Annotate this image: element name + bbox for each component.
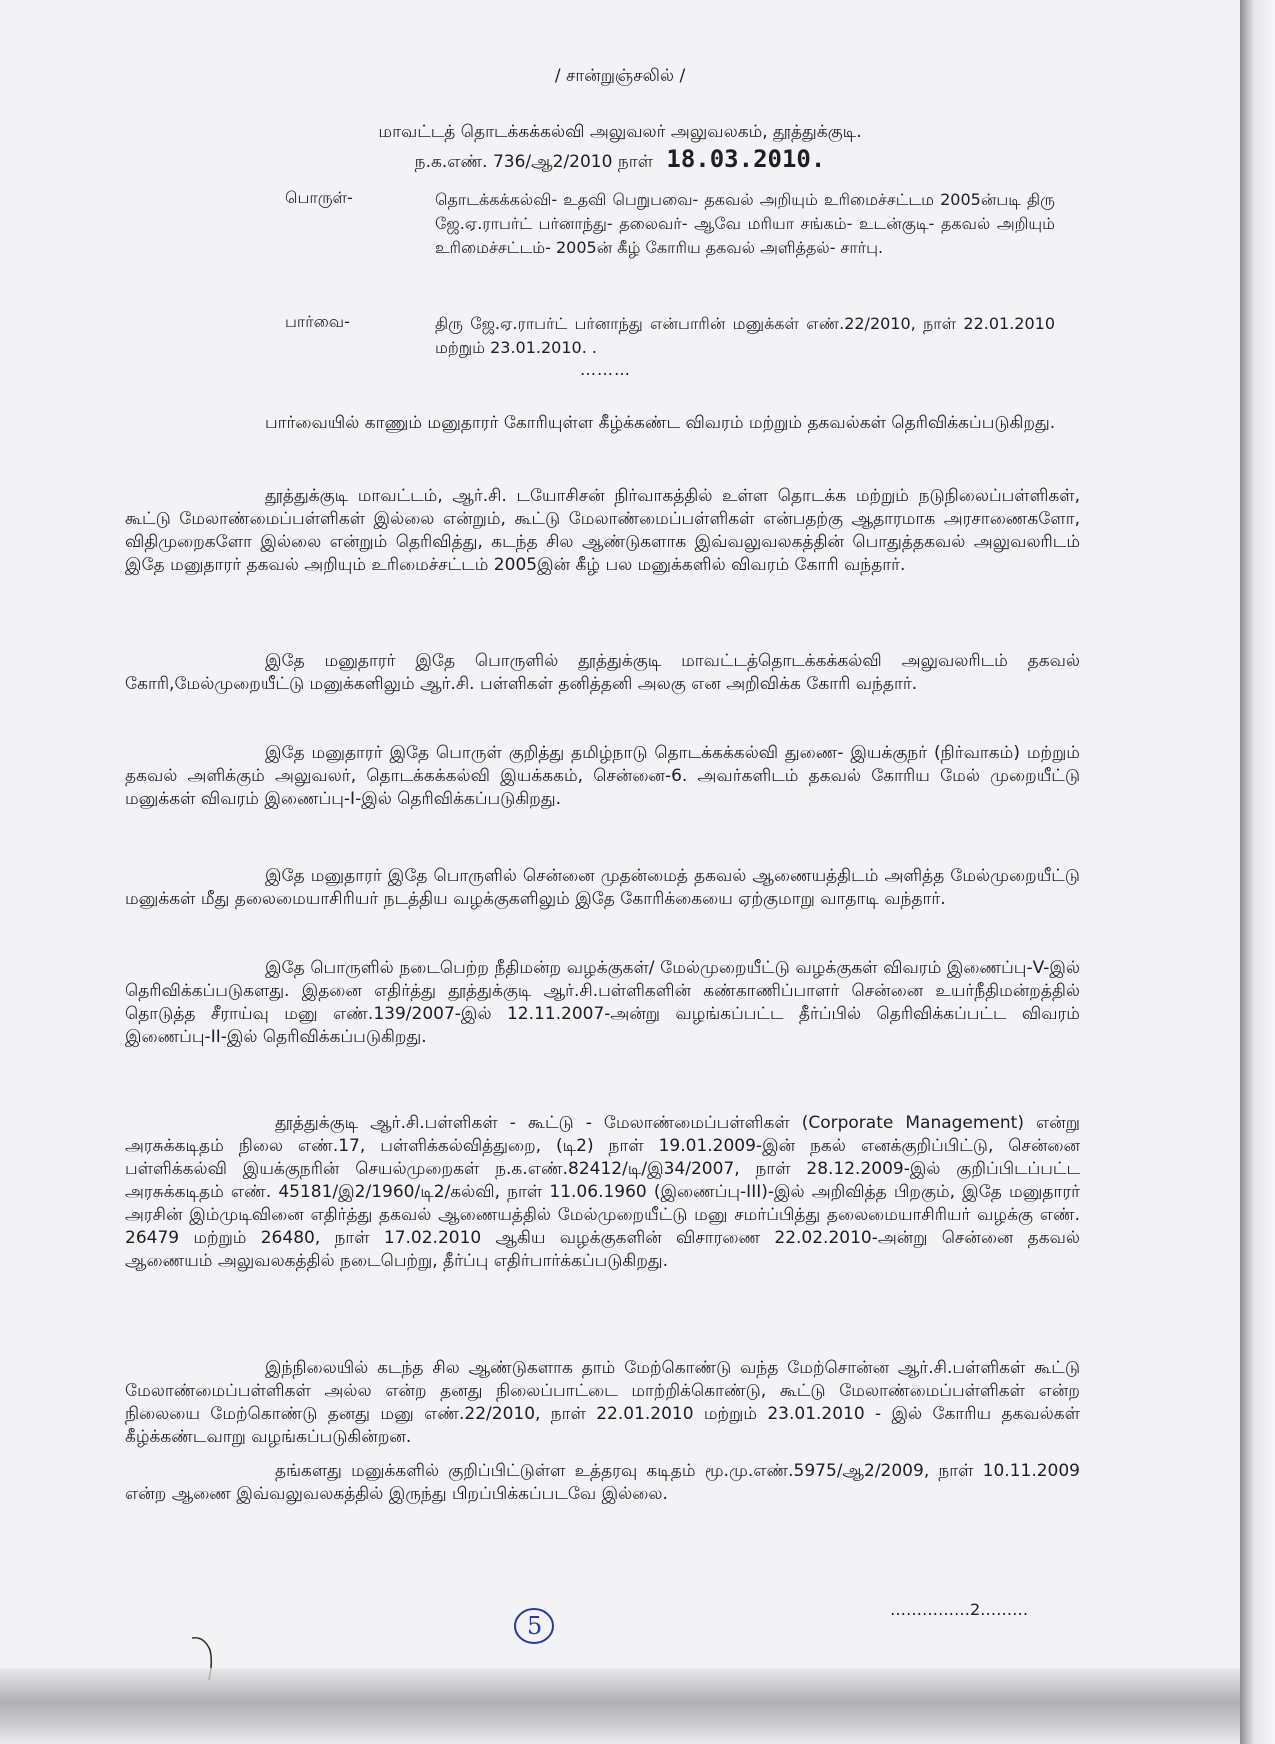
paragraph-directorate: இதே மனுதாரர் இதே பொருள் குறித்து தமிழ்நாடு தொடக்கக்கல்வி துணை- இயக்குநர் (நிர்வாகம்) மற்றும் தகவல் அளிக்கும் அலுவலர், தொடக்கக்கல்வி இயக்ககம், சென்னை-6. அவர்களிடம் தகவல் கோரிய மேல் முறையீட்டு மனுக்கள் விவரம் இணைப்பு-I-இல் தெரிவிக்கப்படுகிறது. xyxy=(125,743,1080,809)
reference-text: திரு ஜே.ஏ.ராபர்ட் பர்னாந்து என்பாரின் மனுக்கள் எண்.22/2010, நாள் 22.01.2010 மற்றும் 23.01.2010. . xyxy=(435,314,1055,357)
subject-label: பொருள்- xyxy=(285,188,353,207)
paragraph-current-status: இந்நிலையில் கடந்த சில ஆண்டுகளாக தாம் மேற்கொண்டு வந்த மேற்சொன்ன ஆர்.சி.பள்ளிகள் கூட்டு மேலாண்மைப்பள்ளிகள் அல்ல என்ற தனது நிலைப்பாட்டை மாற்றிக்கொண்டு, கூட்டு மேலாண்மைப்பள்ளிகள் என்ற நிலையை மேற்கொண்டு தனது மனு எண்.22/2010, நாள் 22.01.2010 மற்றும் 23.01.2010 - இல் கோரிய தகவல்கள் கீழ்க்கண்டவாறு வழங்கப்படுகின்றன. xyxy=(125,1358,1080,1447)
subject-text: தொடக்கக்கல்வி- உதவி பெறுபவை- தகவல் அறியும் உரிமைச்சட்டம 2005ன்படி திரு ஜே.ஏ.ராபர்ட் பர்னாந்து- தலைவர்- ஆவே மரியா சங்கம்- உடன்குடி- தகவல் அறியும் உரிமைச்சட்டம்- 2005ன் கீழ் கோரிய தகவல் அளித்தல்- சார்பு. xyxy=(435,190,1055,257)
reference-label: பார்வை- xyxy=(285,312,350,331)
paragraph-intro: பார்வையில் காணும் மனுதாரர் கோரியுள்ள கீழ்க்கண்ட விவரம் மற்றும் தகவல்கள் தெரிவிக்கப்படுகிறது. xyxy=(265,413,1056,433)
paragraph-district-office: இதே மனுதாரர் இதே பொருளில் தூத்துக்குடி மாவட்டத்தொடக்கக்கல்வி அலுவலரிடம் தகவல் கோரி,மேல்முறையீட்டு மனுக்களிலும் ஆர்.சி. பள்ளிகள் தனித்தனி அலகு என அறிவிக்க கோரி வந்தார். xyxy=(125,651,1080,694)
page-number-text: 5 xyxy=(527,1612,543,1640)
paragraph-corporate-management: தூத்துக்குடி ஆர்.சி.பள்ளிகள் - கூட்டு - மேலாண்மைப்பள்ளிகள் (Corporate Management) என்று அரசுக்கடிதம் நிலை எண்.17, பள்ளிக்கல்வித்துறை, (டி2) நாள் 19.01.2009-இன் நகல் எனக்குறிப்பிட்டு, சென்னை பள்ளிக்கல்வி இயக்குநரின் செயல்முறைகள் ந.க.எண்.82412/டி/இ34/2007, நாள் 28.12.2009-இல் குறிப்பிடப்பட்ட அரசுக்கடிதம் எண். 45181/இ2/1960/டி2/கல்வி, நாள் 11.06.1960 (இணைப்பு-III)-இல் அறிவித்த பிறகும், இதே மனுதாரர் அரசின் இம்முடிவினை எதிர்த்து தகவல் ஆணையத்தில் மேல்முறையீட்டு மனு சமர்ப்பித்து தலைமையாசிரியர் வழக்கு எண். 26479 மற்றும் 26480, நாள் 17.02.2010 ஆகிய வழக்குகளின் விசாரணை 22.02.2010-அன்று சென்னை தகவல் ஆணையம் அலுவலகத்தில் நடைபெற்று, தீர்ப்பு எதிர்பார்க்கப்படுகிறது. xyxy=(125,1113,1080,1271)
reference-number: ந.க.எண். 736/ஆ2/2010 நாள் xyxy=(414,152,653,172)
continuation-marker: ……………2……… xyxy=(890,1600,1029,1619)
reference-date: 18.03.2010. xyxy=(666,145,826,173)
handwritten-page-number xyxy=(511,1602,557,1648)
scan-shadow xyxy=(0,1668,1240,1744)
seal-line: / சான்றுஞ்சலில் / xyxy=(554,66,686,86)
office-line: மாவட்டத் தொடக்கக்கல்வி அலுவலர் அலுவலகம், தூத்துக்குடி. xyxy=(378,122,862,142)
separator-dots: ……… xyxy=(580,360,631,379)
reference-line xyxy=(0,145,1240,174)
paragraph-commission: இதே மனுதாரர் இதே பொருளில் சென்னை முதன்மைத் தகவல் ஆணையத்திடம் அளித்த மேல்முறையீட்டு மனுக்கள் மீது தலைமையாசிரியர் நடத்திய வழக்குகளிலும் இதே கோரிக்கையை ஏற்குமாறு வாதாடி வந்தார். xyxy=(125,866,1080,909)
scan-edge xyxy=(1240,0,1275,1744)
paragraph-background: தூத்துக்குடி மாவட்டம், ஆர்.சி. டயோசிசன் நிர்வாகத்தில் உள்ள தொடக்க மற்றும் நடுநிலைப்பள்ளிகள், கூட்டு மேலாண்மைப்பள்ளிகள் இல்லை என்றும், கூட்டு மேலாண்மைப்பள்ளிகள் என்பதற்கு ஆதாரமாக அரசாணைகளோ, விதிமுறைகளோ இல்லை என்றும் தெரிவித்து, கடந்த சில ஆண்டுகளாக இவ்வலுவலகத்தின் பொதுத்தகவல் அலுவலரிடம் இதே மனுதாரர் தகவல் அறியும் உரிமைச்சட்டம் 2005இன் கீழ் பல மனுக்களில் விவரம் கோரி வந்தார். xyxy=(125,486,1080,575)
paragraph-court-cases: இதே பொருளில் நடைபெற்ற நீதிமன்ற வழக்குகள்/ மேல்முறையீட்டு வழக்குகள் விவரம் இணைப்பு-V-இல் தெரிவிக்கப்படுகளது. இதனை எதிர்த்து தூத்துக்குடி ஆர்.சி.பள்ளிகளின் கண்காணிப்பாளர் சென்னை உயர்நீதிமன்றத்தில் தொடுத்த சீராய்வு மனு எண்.139/2007-இல் 12.11.2007-அன்று வழங்கப்பட்ட தீர்ப்பில் தெரிவிக்கப்பட்ட விவரம் இணைப்பு-II-இல் தெரிவிக்கப்படுகிறது. xyxy=(125,958,1080,1047)
paragraph-order-letter: தங்களது மனுக்களில் குறிப்பிட்டுள்ள உத்தரவு கடிதம் மூ.மு.எண்.5975/ஆ2/2009, நாள் 10.11.2009 என்ற ஆணை இவ்வலுவலகத்தில் இருந்து பிறப்பிக்கப்படவே இல்லை. xyxy=(125,1461,1080,1504)
